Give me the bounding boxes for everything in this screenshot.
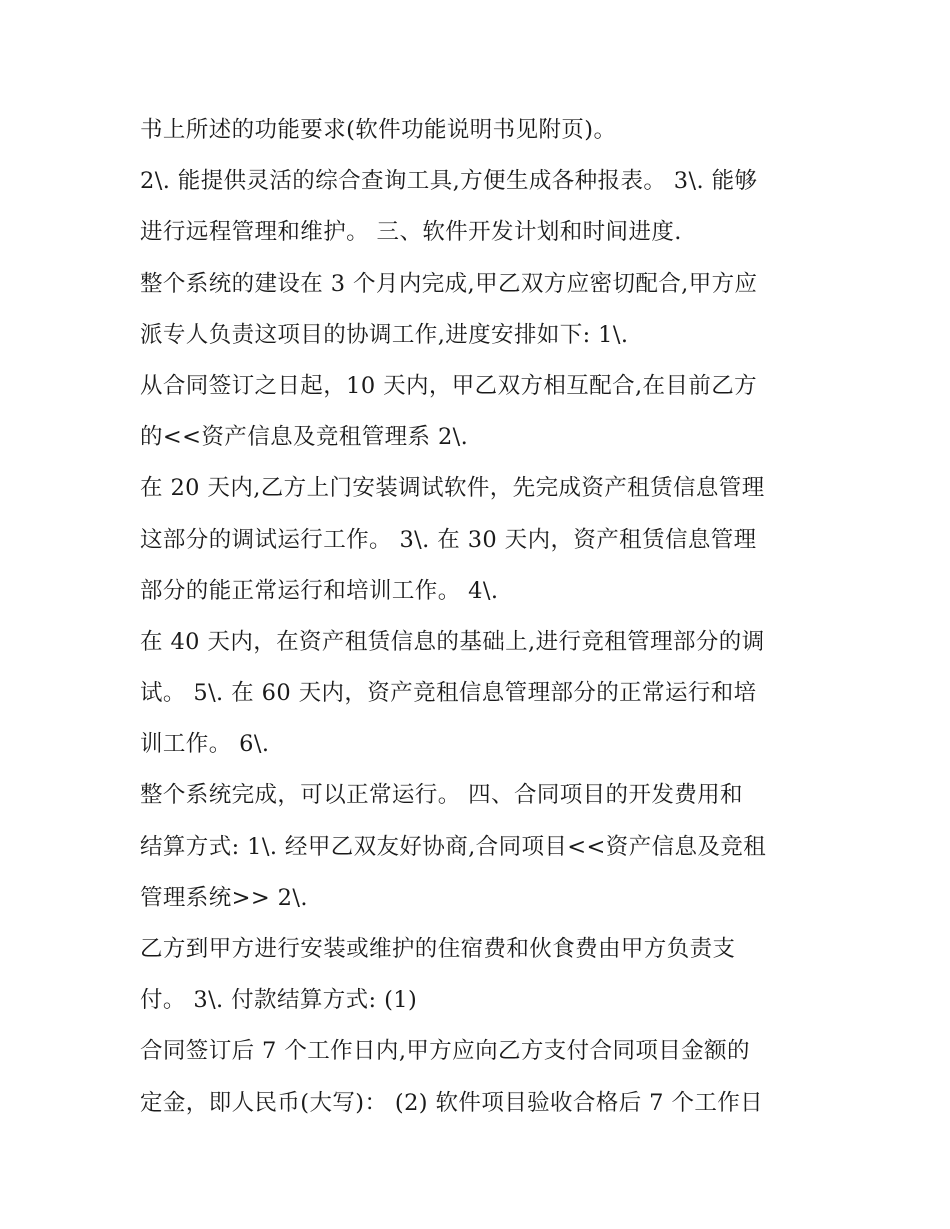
text-line-7: 的<<资产信息及竞租管理系 2\. — [140, 424, 469, 451]
text-line-15: 结算方式: 1\. 经甲乙双友好协商,合同项目<<资产信息及竞租 — [140, 833, 767, 860]
text-line-17: 乙方到甲方进行安装或维护的住宿费和伙食费由甲方负责支 — [140, 936, 736, 962]
text-line-10: 部分的能正常运行和培训工作。 4\. — [140, 577, 499, 604]
text-line-11: 在 40 天内，在资产租赁信息的基础上,进行竞租管理部分的调 — [140, 628, 765, 655]
text-line-18: 付。 3\. 付款结算方式: (1) — [140, 987, 418, 1014]
text-line-3: 进行远程管理和维护。 三、软件开发计划和时间进度. — [140, 219, 682, 246]
text-line-19: 合同签订后 7 个工作日内,甲方应向乙方支付合同项目金额的 — [140, 1038, 750, 1065]
text-line-9: 这部分的调试运行工作。 3\. 在 30 天内，资产租赁信息管理 — [140, 526, 757, 553]
text-line-14: 整个系统完成，可以正常运行。 四、合同项目的开发费用和 — [140, 782, 743, 809]
text-line-4: 整个系统的建设在 3 个月内完成,甲乙双方应密切配合,甲方应 — [140, 270, 758, 297]
text-line-2: 2\. 能提供灵活的综合查询工具,方便生成各种报表。 3\. 能够 — [140, 168, 758, 195]
text-line-20: 定金，即人民币(大写)： (2) 软件项目验收合格后 7 个工作日 — [140, 1089, 764, 1116]
text-line-12: 试。 5\. 在 60 天内，资产竞租信息管理部分的正常运行和培 — [140, 680, 757, 707]
text-line-13: 训工作。 6\. — [140, 731, 270, 758]
document-body — [140, 108, 810, 1132]
text-line-8: 在 20 天内,乙方上门安装调试软件，先完成资产租赁信息管理 — [140, 475, 765, 502]
text-line-5: 派专人负责这项目的协调工作,进度安排如下: 1\. — [140, 321, 629, 348]
text-line-16: 管理系统>> 2\. — [140, 884, 308, 911]
text-line-1: 书上所述的功能要求(软件功能说明书见附页)。 — [140, 117, 617, 143]
text-line-6: 从合同签订之日起，10 天内，甲乙双方相互配合,在目前乙方 — [140, 372, 758, 399]
